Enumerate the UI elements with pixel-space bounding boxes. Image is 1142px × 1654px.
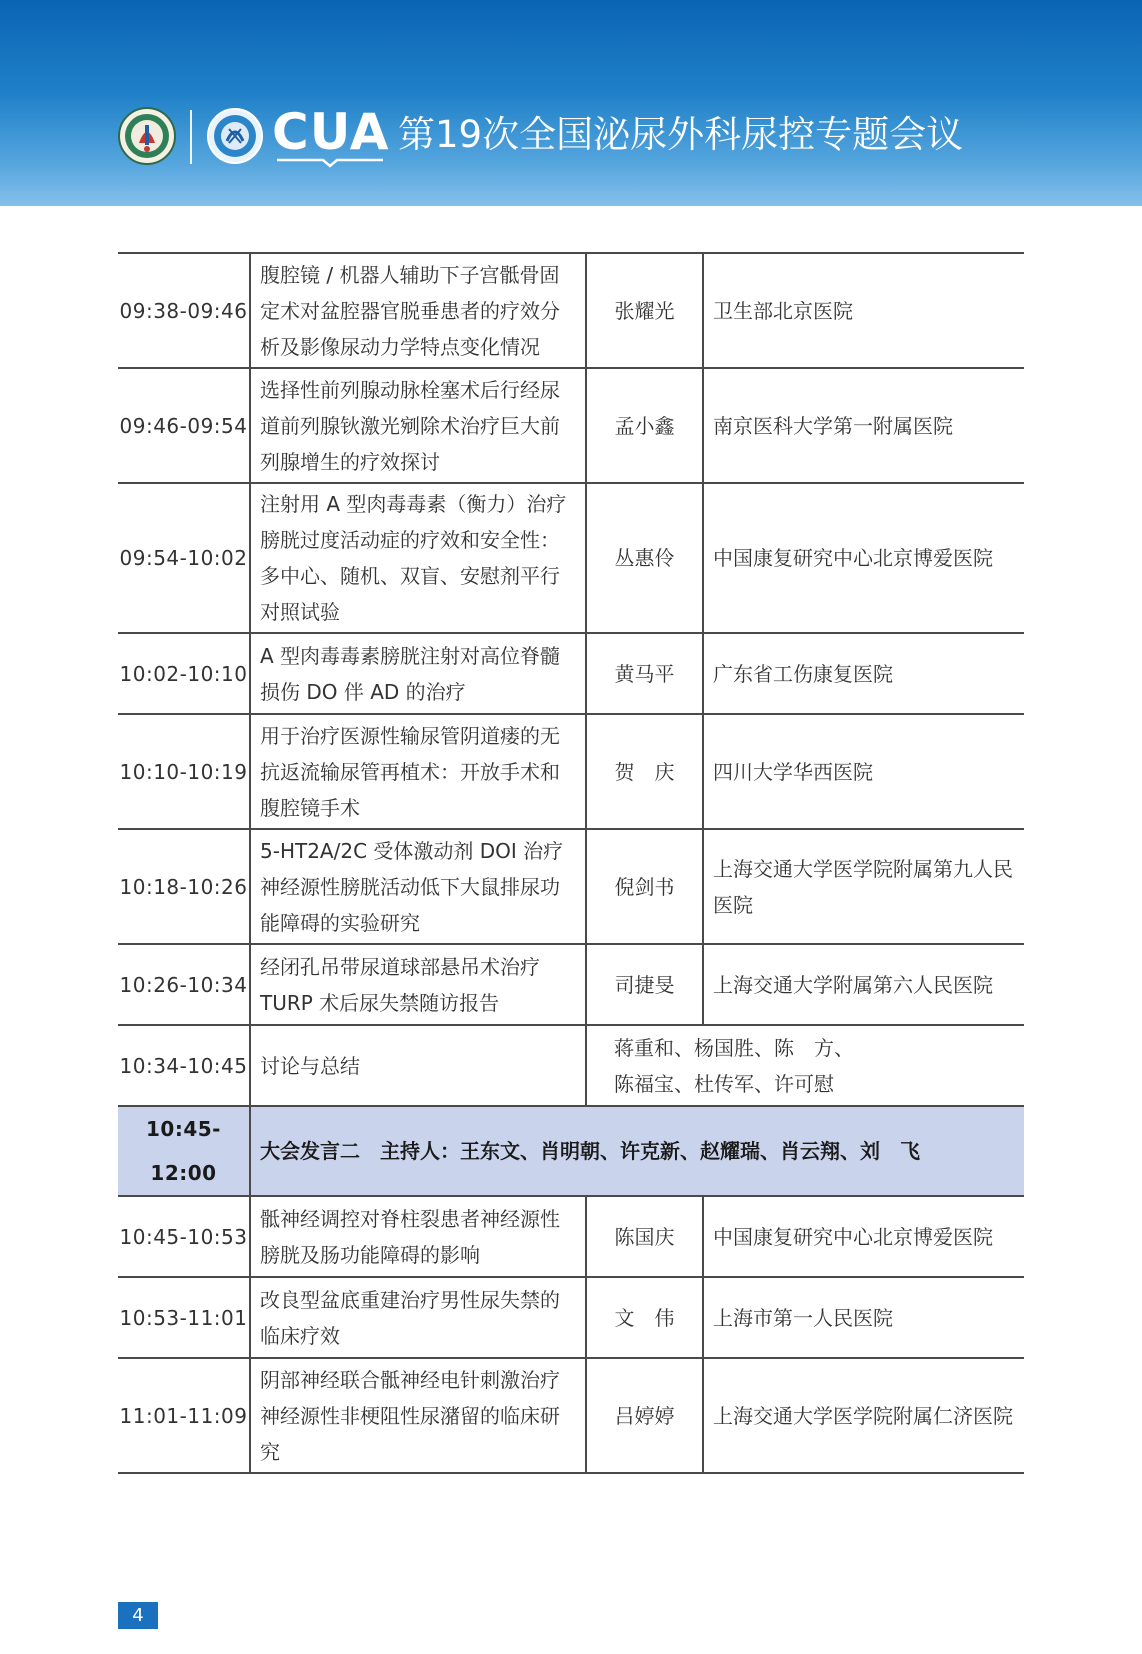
- topic-cell: A 型肉毒毒素膀胱注射对高位脊髓损伤 DO 伴 AD 的治疗: [250, 633, 586, 714]
- topic-cell: 注射用 A 型肉毒毒素（衡力）治疗膀胱过度活动症的疗效和安全性：多中心、随机、双盲、安慰剂平行对照试验: [250, 483, 586, 633]
- speaker-cell: 倪剑书: [586, 829, 703, 944]
- speaker-cell: 贺 庆: [586, 714, 703, 829]
- table-row: [118, 633, 1024, 714]
- speaker-cell: 孟小鑫: [586, 368, 703, 483]
- institution-cell: 上海交通大学医学院附属仁济医院: [703, 1358, 1024, 1473]
- conference-title: 第19次全国泌尿外科尿控专题会议: [398, 113, 964, 156]
- time-cell: 10:34-10:45: [118, 1025, 250, 1106]
- speaker-cell: 黄马平: [586, 633, 703, 714]
- institution-cell: 上海交通大学附属第六人民医院: [703, 944, 1024, 1025]
- topic-cell: 5-HT2A/2C 受体激动剂 DOI 治疗神经源性膀胱活动低下大鼠排尿功能障碍的实验研究: [250, 829, 586, 944]
- institution-cell: 广东省工伤康复医院: [703, 633, 1024, 714]
- logo-divider: [190, 110, 192, 164]
- topic-cell: 经闭孔吊带尿道球部悬吊术治疗 TURP 术后尿失禁随访报告: [250, 944, 586, 1025]
- page-number: 4: [118, 1602, 158, 1629]
- table-row: [118, 1358, 1024, 1473]
- institution-cell: 中国康复研究中心北京博爱医院: [703, 1196, 1024, 1277]
- time-cell: 10:02-10:10: [118, 633, 250, 714]
- time-cell: 10:26-10:34: [118, 944, 250, 1025]
- topic-cell: 腹腔镜 / 机器人辅助下子宫骶骨固定术对盆腔器官脱垂患者的疗效分析及影像尿动力学特点变化情况: [250, 253, 586, 368]
- topic-cell: 选择性前列腺动脉栓塞术后行经尿道前列腺钬激光剜除术治疗巨大前列腺增生的疗效探讨: [250, 368, 586, 483]
- topic-cell: 用于治疗医源性输尿管阴道瘘的无抗返流输尿管再植术：开放手术和腹腔镜手术: [250, 714, 586, 829]
- association-emblem-icon: [118, 107, 176, 165]
- table-row: [118, 368, 1024, 483]
- time-cell: 10:18-10:26: [118, 829, 250, 944]
- institution-cell: 南京医科大学第一附属医院: [703, 368, 1024, 483]
- brand-swoosh-icon: [275, 152, 385, 168]
- header-banner: [0, 0, 1142, 206]
- cua-emblem-icon: [207, 107, 263, 165]
- institution-cell: 卫生部北京医院: [703, 253, 1024, 368]
- session-time: 10:45-12:00: [118, 1106, 250, 1196]
- time-cell: 10:10-10:19: [118, 714, 250, 829]
- topic-cell: 骶神经调控对脊柱裂患者神经源性膀胱及肠功能障碍的影响: [250, 1196, 586, 1277]
- time-cell: 10:45-10:53: [118, 1196, 250, 1277]
- topic-cell: 讨论与总结: [250, 1025, 586, 1106]
- institution-cell: 中国康复研究中心北京博爱医院: [703, 483, 1024, 633]
- panelists-line: 蒋重和、杨国胜、陈 方、: [614, 1035, 854, 1060]
- session-header-row: [118, 1106, 1024, 1196]
- schedule-table: [118, 252, 1024, 1474]
- table-row: [118, 944, 1024, 1025]
- speaker-cell: 丛惠伶: [586, 483, 703, 633]
- speaker-cell: 张耀光: [586, 253, 703, 368]
- time-cell: 09:54-10:02: [118, 483, 250, 633]
- panelists-line: 陈福宝、杜传军、许可慰: [614, 1071, 834, 1096]
- discussion-row: [118, 1025, 1024, 1106]
- institution-cell: 四川大学华西医院: [703, 714, 1024, 829]
- speaker-cell: 文 伟: [586, 1277, 703, 1358]
- brand-logo: CUA: [272, 103, 390, 161]
- table-row: [118, 829, 1024, 944]
- topic-cell: 改良型盆底重建治疗男性尿失禁的临床疗效: [250, 1277, 586, 1358]
- table-row: [118, 483, 1024, 633]
- speaker-cell: 陈国庆: [586, 1196, 703, 1277]
- table-row: [118, 1196, 1024, 1277]
- table-row: [118, 1277, 1024, 1358]
- time-cell: 09:46-09:54: [118, 368, 250, 483]
- table-row: [118, 253, 1024, 368]
- topic-cell: 阴部神经联合骶神经电针刺激治疗神经源性非梗阻性尿潴留的临床研究: [250, 1358, 586, 1473]
- discussion-panelists: [586, 1025, 1024, 1106]
- session-title: 大会发言二 主持人：王东文、肖明朝、许克新、赵耀瑞、肖云翔、刘 飞: [250, 1106, 1024, 1196]
- time-cell: 10:53-11:01: [118, 1277, 250, 1358]
- speaker-cell: 吕婷婷: [586, 1358, 703, 1473]
- speaker-cell: 司捷旻: [586, 944, 703, 1025]
- time-cell: 11:01-11:09: [118, 1358, 250, 1473]
- table-row: [118, 714, 1024, 829]
- institution-cell: 上海市第一人民医院: [703, 1277, 1024, 1358]
- time-cell: 09:38-09:46: [118, 253, 250, 368]
- institution-cell: 上海交通大学医学院附属第九人民医院: [703, 829, 1024, 944]
